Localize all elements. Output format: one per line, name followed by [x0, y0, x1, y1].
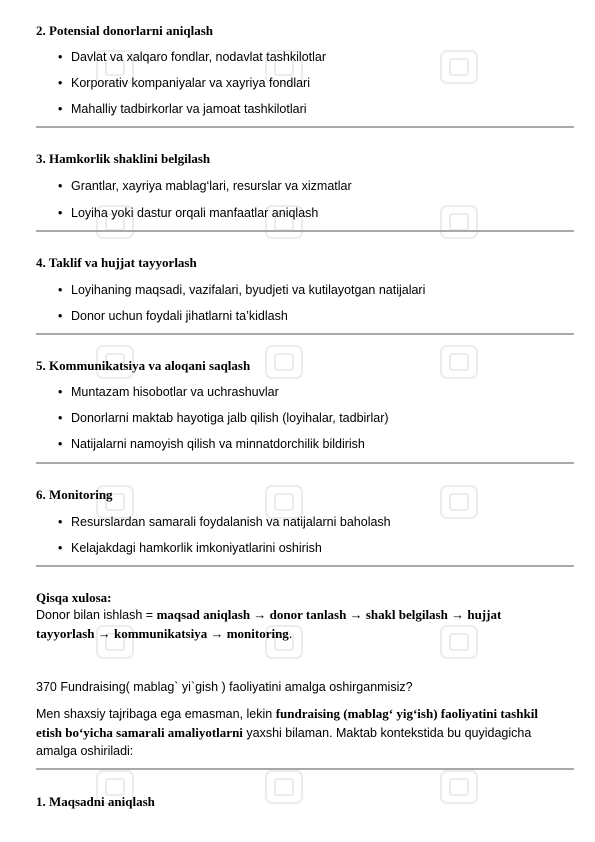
list-item: Loyihaning maqsadi, vazifalari, byudjeti va kutilayotgan natijalari: [71, 283, 426, 297]
answer-line-1: [36, 706, 538, 722]
bullet: •: [58, 206, 63, 220]
divider: [36, 768, 574, 770]
answer-line-3: amalga oshiriladi:: [36, 744, 134, 758]
divider: [36, 565, 574, 567]
bullet: •: [58, 437, 63, 451]
section-heading: 6. Monitoring: [36, 487, 113, 502]
list-item: Korporativ kompaniyalar va xayriya fondlari: [71, 76, 310, 90]
list-item: Mahalliy tadbirkorlar va jamoat tashkilotlari: [71, 102, 307, 116]
summary-line-2: [36, 626, 292, 642]
bullet: •: [58, 179, 63, 193]
divider: [36, 126, 574, 128]
list-item: Loyiha yoki dastur orqali manfaatlar aniqlash: [71, 206, 319, 220]
bullet: •: [58, 50, 63, 64]
summary-line-1: [36, 607, 501, 623]
bullet: •: [58, 385, 63, 399]
summary-chain-cont: tayyorlash → kommunikatsiya → monitoring: [36, 626, 289, 641]
section-heading: 3. Hamkorlik shaklini belgilash: [36, 151, 211, 166]
section-heading: 5. Kommunikatsiya va aloqani saqlash: [36, 358, 251, 373]
section-heading: 1. Maqsadni aniqlash: [36, 794, 155, 809]
divider: [36, 333, 574, 335]
summary-end: .: [288, 627, 293, 641]
list-item: Grantlar, xayriya mablag‘lari, resurslar va xizmatlar: [71, 179, 352, 193]
section-heading: 2. Potensial donorlarni aniqlash: [36, 23, 213, 38]
summary-title: Qisqa xulosa:: [36, 590, 112, 605]
bullet: •: [58, 76, 63, 90]
list-item: Donorlarni maktab hayotiga jalb qilish (loyihalar, tadbirlar): [71, 411, 389, 425]
list-item: Muntazam hisobotlar va uchrashuvlar: [71, 385, 279, 399]
list-item: Donor uchun foydali jihatlarni ta’kidlash: [71, 309, 288, 323]
answer-line-2: [36, 725, 531, 741]
list-item: Natijalarni namoyish qilish va minnatdorchilik bildirish: [71, 437, 365, 451]
list-item: Davlat va xalqaro fondlar, nodavlat tashkilotlar: [71, 50, 327, 64]
list-item: Kelajakdagi hamkorlik imkoniyatlarini oshirish: [71, 541, 322, 555]
divider: [36, 230, 574, 232]
divider: [36, 462, 574, 464]
summary-chain: maqsad aniqlash → donor tanlash → shakl belgilash → hujjat: [156, 607, 502, 622]
answer-prefix: Men shaxsiy tajribaga ega emasman, lekin: [36, 707, 276, 721]
answer-bold-2: etish bo‘yicha samarali amaliyotlarni: [36, 725, 243, 740]
summary-intro: Donor bilan ishlash =: [36, 608, 157, 622]
bullet: •: [58, 541, 63, 555]
bullet: •: [58, 309, 63, 323]
bullet: •: [58, 283, 63, 297]
answer-suffix: yaxshi bilaman. Maktab kontekstida bu quyidagicha: [242, 726, 532, 740]
bullet: •: [58, 515, 63, 529]
section-heading: 4. Taklif va hujjat tayyorlash: [36, 255, 197, 270]
answer-bold-1: fundraising (mablag‘ yig‘ish) faoliyatini tashkil: [275, 706, 538, 721]
list-item: Resurslardan samarali foydalanish va natijalarni baholash: [71, 515, 391, 529]
bullet: •: [58, 102, 63, 116]
question-text: 370 Fundraising( mablag` yi`gish ) faoliyatini amalga oshirganmisiz?: [36, 680, 413, 694]
bullet: •: [58, 411, 63, 425]
